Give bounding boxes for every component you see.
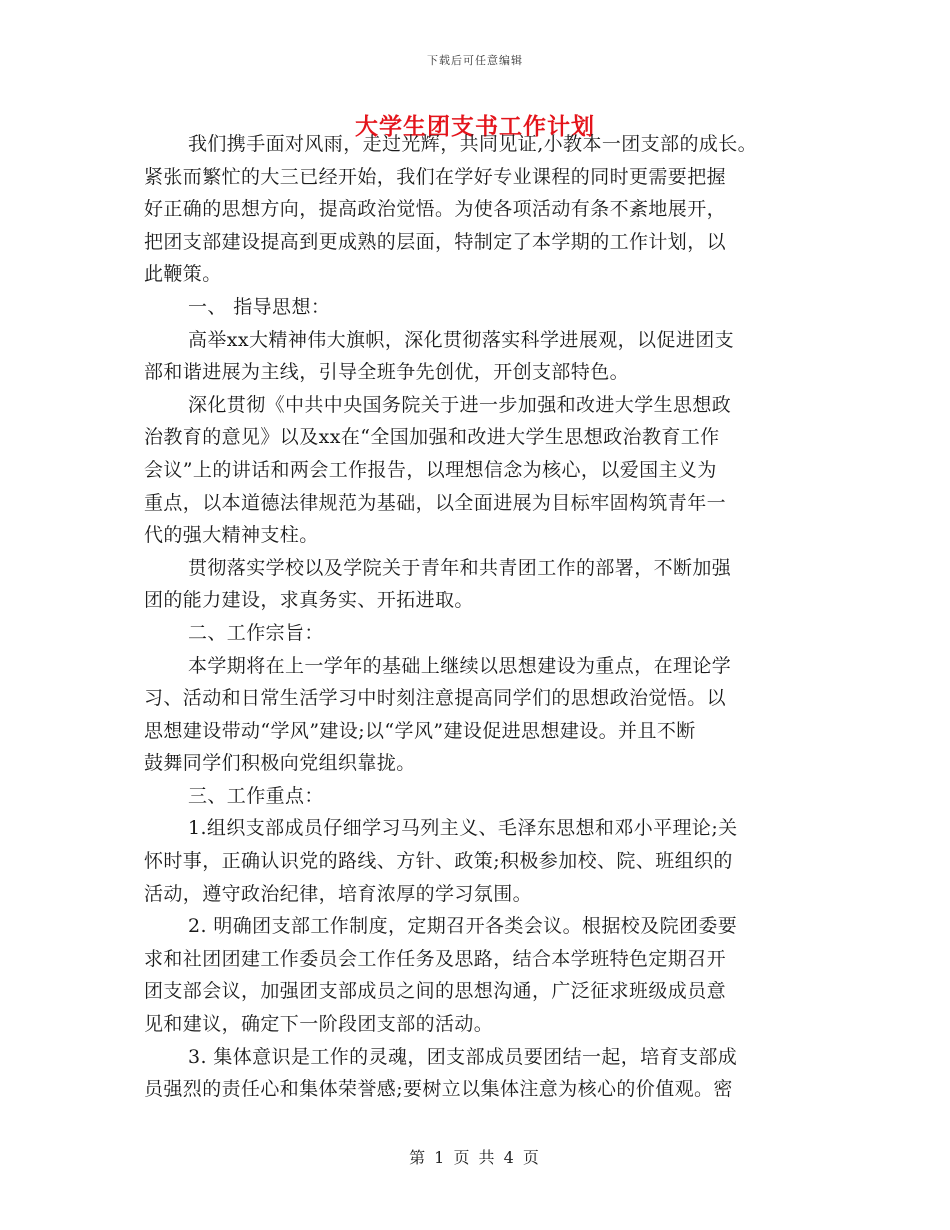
body-line: 思想建设带动“学风”建设;以“学风”建设促进思想建设。并且不断 xyxy=(144,719,696,742)
body-line: 此鞭策。 xyxy=(144,263,222,286)
body-line: 求和社团团建工作委员会工作任务及思路，结合本学班特色定期召开 xyxy=(144,947,727,970)
body-line: 紧张而繁忙的大三已经开始，我们在学好专业课程的同时更需要把握 xyxy=(144,165,727,188)
section-heading: 一、 指导思想： xyxy=(188,295,331,318)
body-line: 2. 明确团支部工作制度，定期召开各类会议。根据校及院团委要 xyxy=(188,915,738,938)
document-body xyxy=(144,128,814,1106)
body-line: 本学期将在上一学年的基础上继续以思想建设为重点，在理论学 xyxy=(188,654,732,677)
body-line: 怀时事，正确认识党的路线、方针、政策;积极参加校、院、班组织的 xyxy=(144,850,733,873)
body-line: 鼓舞同学们积极向党组织靠拢。 xyxy=(144,752,416,775)
document-title: 大学生团支书工作计划 xyxy=(355,113,595,140)
body-line: 好正确的思想方向，提高政治觉悟。为使各项活动有条不紊地展开， xyxy=(144,198,727,221)
body-line: 团的能力建设，求真务实、开拓进取。 xyxy=(144,589,474,612)
section-heading: 二、工作宗旨： xyxy=(188,621,324,644)
body-line: 见和建议，确定下一阶段团支部的活动。 xyxy=(144,1013,494,1036)
section-heading: 三、工作重点： xyxy=(188,784,324,807)
body-line: 深化贯彻《中共中央国务院关于进一步加强和改进大学生思想政 xyxy=(188,393,732,416)
body-line: 治教育的意见》以及xx在“全国加强和改进大学生思想政治教育工作 xyxy=(144,426,720,449)
page-header: 下载后可任意编辑 xyxy=(427,54,523,67)
body-line: 习、活动和日常生活学习中时刻注意提高同学们的思想政治觉悟。以 xyxy=(144,687,727,710)
body-line: 团支部会议，加强团支部成员之间的思想沟通，广泛征求班级成员意 xyxy=(144,980,727,1003)
body-line: 贯彻落实学校以及学院关于青年和共青团工作的部署，不断加强 xyxy=(188,556,732,579)
body-line: 部和谐进展为主线，引导全班争先创优，开创支部特色。 xyxy=(144,361,630,384)
body-line: 代的强大精神支柱。 xyxy=(144,524,319,547)
body-line: 1.组织支部成员仔细学习马列主义、毛泽东思想和邓小平理论;关 xyxy=(188,817,738,840)
body-line: 活动，遵守政治纪律，培育浓厚的学习氛围。 xyxy=(144,882,533,905)
body-line: 3. 集体意识是工作的灵魂，团支部成员要团结一起，培育支部成 xyxy=(188,1045,738,1068)
body-line: 高举xx大精神伟大旗帜，深化贯彻落实科学进展观，以促进团支 xyxy=(188,328,735,351)
body-line: 把团支部建设提高到更成熟的层面，特制定了本学期的工作计划，以 xyxy=(144,230,727,253)
body-line: 我们携手面对风雨，走过光辉，共同见证,小教本一团支部的成长。 xyxy=(188,133,758,155)
page-footer: 第 1 页 共 4 页 xyxy=(409,1148,541,1167)
body-line: 员强烈的责任心和集体荣誉感;要树立以集体注意为核心的价值观。密 xyxy=(144,1078,733,1101)
body-line: 会议”上的讲话和两会工作报告，以理想信念为核心，以爱国主义为 xyxy=(144,458,717,481)
body-line: 重点，以本道德法律规范为基础，以全面进展为目标牢固构筑青年一 xyxy=(144,491,727,514)
